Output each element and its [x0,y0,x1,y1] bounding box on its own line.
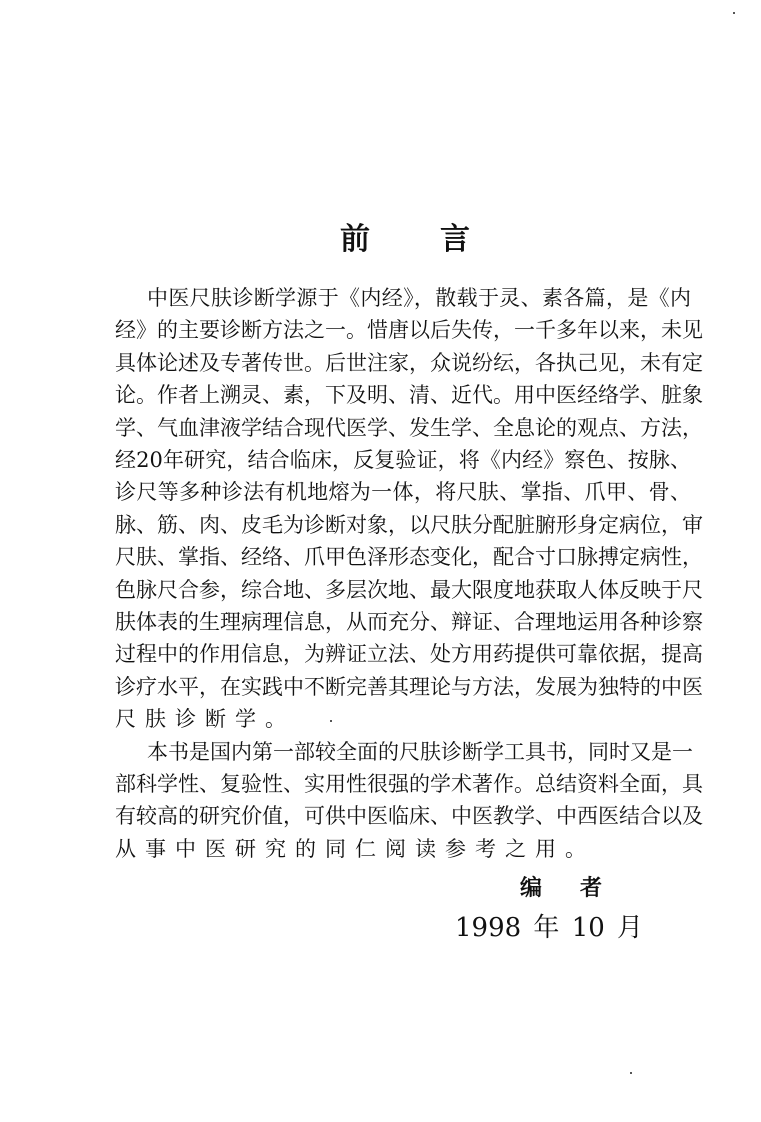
text-line: 诊尺等多种诊法有机地熔为一体，将尺肤、掌指、爪甲、骨、 [115,480,691,505]
signature-char: 者 [579,875,602,901]
text-line: 有较高的研究价值，可供中医临床、中医教学、中西医结合以及 [115,804,703,829]
text-line: 论。作者上溯灵、素，下及明、清、近代。用中医经络学、脏象 [115,383,703,408]
text-line: 本书是国内第一部较全面的尺肤诊断学工具书，同时又是一 [147,739,693,764]
text-line: 从事中医研究的同仁阅读参考之用。 [115,836,595,861]
scan-speck [733,12,735,14]
text-line: 中医尺肤诊断学源于《内经》，散载于灵、素各篇，是《内 [147,286,691,310]
text-line: 具体论述及专著传世。后世注家，众说纷纭，各执己见，未有定 [115,350,703,375]
text-line: 尺肤、掌指、经络、爪甲色泽形态变化，配合寸口脉搏定病性， [115,545,703,570]
scan-speck [630,1072,632,1074]
text-line: 诊疗水平，在实践中不断完善其理论与方法，发展为独特的中医 [115,674,703,699]
text-line: 经20年研究，结合临床，反复验证，将《内经》察色、按脉、 [115,448,691,472]
signature-char: 编 [520,875,543,901]
title-char: 言 [440,222,470,257]
text-line: 经》的主要诊断方法之一。惜唐以后失传，一千多年以来，未见 [115,318,703,343]
text-line: 学、气血津液学结合现代医学、发生学、全息论的观点、方法， [115,415,703,440]
text-line: 脉、筋、肉、皮毛为诊断对象，以尺肤分配脏腑形身定病位，审 [115,512,703,537]
title-char: 前 [340,222,370,257]
text-line: 过程中的作用信息，为辨证立法、处方用药提供可靠依据，提高 [115,642,703,667]
text-line: 部科学性、复验性、实用性很强的学术著作。总结资料全面，具 [115,772,703,796]
page-title [340,222,470,258]
signature [520,874,602,902]
text-line: 肤体表的生理病理信息，从而充分、辩证、合理地运用各种诊察 [115,610,703,634]
date: 1998 年 10 月 [455,913,644,943]
text-line: 色脉尺合参，综合地、多层次地、最大限度地获取人体反映于尺 [115,577,703,602]
text-line: 尺肤诊断学。 [115,707,295,732]
